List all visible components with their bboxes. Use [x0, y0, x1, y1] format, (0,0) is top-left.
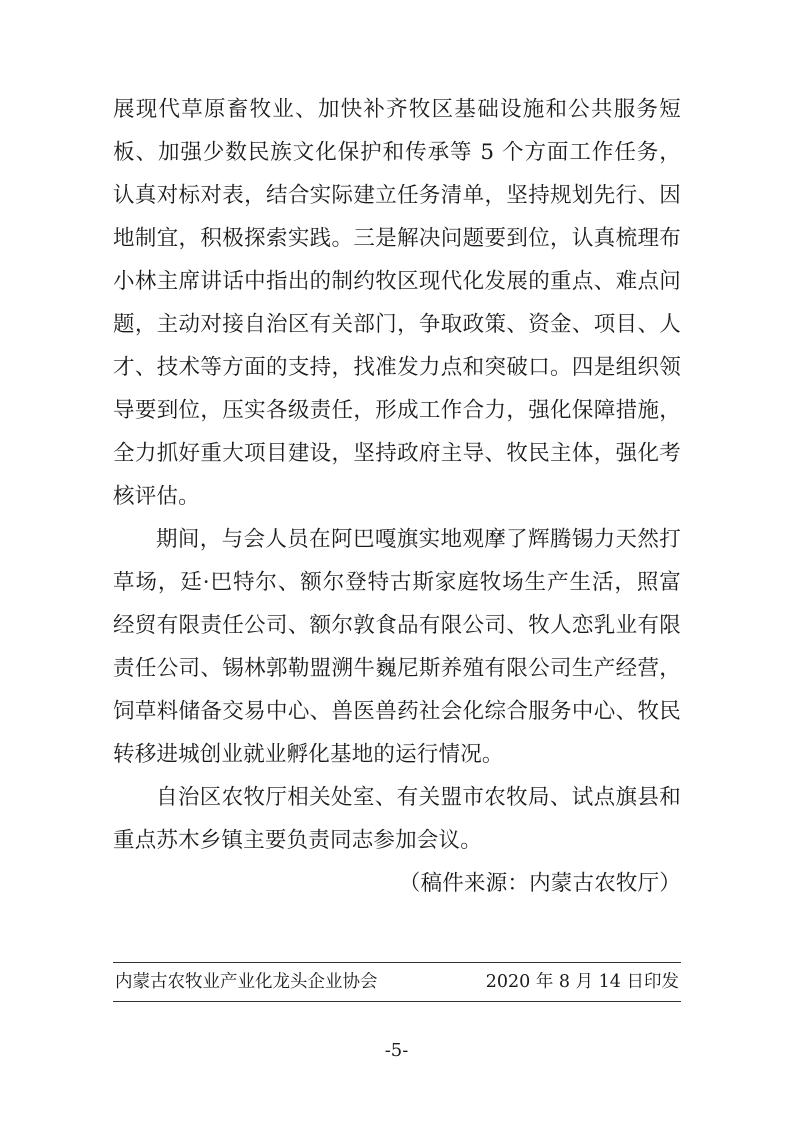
paragraph-source-attribution: （稿件来源：内蒙古农牧厅）	[398, 871, 681, 896]
footer-bottom-rule	[113, 1001, 681, 1002]
footer-issue-date: 2020 年 8 月 14 日印发	[485, 972, 679, 992]
document-footer	[113, 962, 681, 1002]
footer-row	[113, 963, 681, 1001]
document-body	[113, 88, 681, 905]
paragraph-1: 展现代草原畜牧业、加快补齐牧区基础设施和公共服务短板、加强少数民族文化保护和传承等 5 个方面工作任务，认真对标对表，结合实际建立任务清单，坚持规划先行、因地制宜，积极探索实践。三是解决问题要到位，认真梳理布小林主席讲话中指出的制约牧区现代化发展的重点、难点问题，主动对接自治区有关部门，争取政策、资金、项目、人才、技术等方面的支持，找准发力点和突破口。四是组织领导要到位，压实各级责任，形成工作合力，强化保障措施，全力抓好重大项目建设，坚持政府主导、牧民主体，强化考核评估。	[113, 97, 681, 509]
paragraph-3: 自治区农牧厅相关处室、有关盟市农牧局、试点旗县和重点苏木乡镇主要负责同志参加会议。	[113, 785, 681, 853]
footer-organization: 内蒙古农牧业产业化龙头企业协会	[115, 972, 378, 992]
page-number: -5-	[384, 1040, 409, 1061]
paragraph-2: 期间，与会人员在阿巴嘎旗实地观摩了辉腾锡力天然打草场，廷·巴特尔、额尔登特古斯家庭牧场生产生活，照富经贸有限责任公司、额尔敦食品有限公司、牧人恋乳业有限责任公司、锡林郭勒盟溯牛巍尼斯养殖有限公司生产经营，饲草料储备交易中心、兽医兽药社会化综合服务中心、牧民转移进城创业就业孵化基地的运行情况。	[113, 527, 681, 767]
